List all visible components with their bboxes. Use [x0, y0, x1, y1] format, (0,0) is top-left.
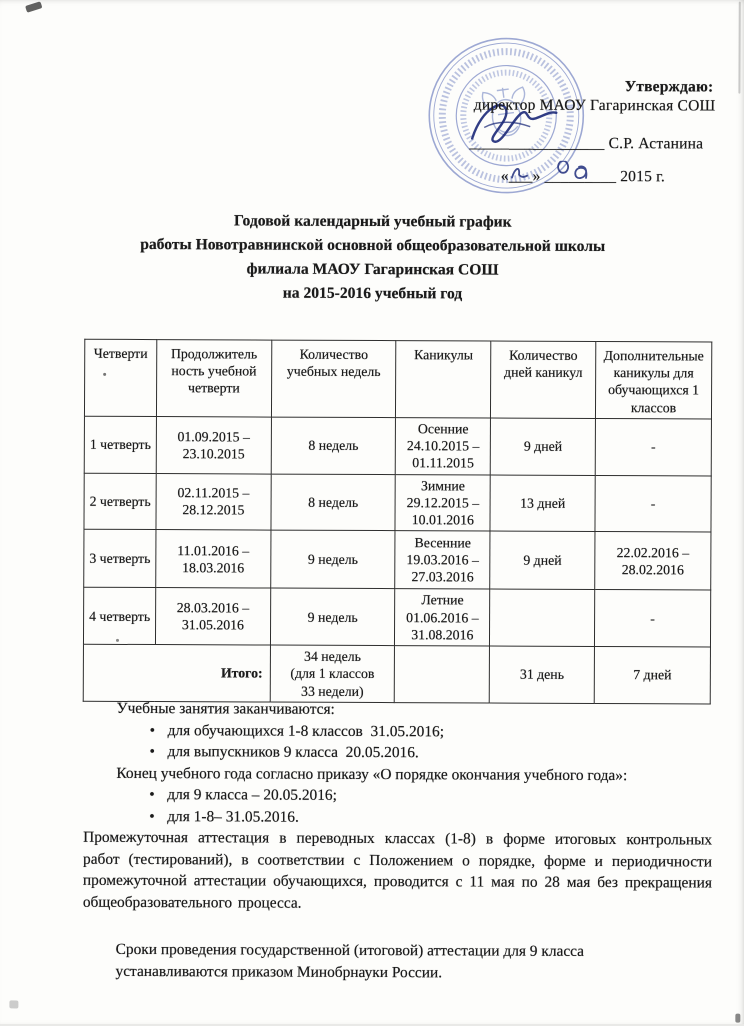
table-row-quarter-2: [84, 473, 711, 532]
bullet-item: • для 1-8– 31.05.2016.: [83, 805, 712, 829]
header-weeks: Количество учебных недель: [271, 340, 396, 417]
table-cell: -: [595, 475, 711, 532]
title-line-2: работы Новотравнинской основной общеобразовательной школы: [140, 235, 606, 256]
total-label-cell: Итого:: [83, 644, 270, 702]
table-cell: 1 четверть: [84, 416, 156, 473]
header-quarter: Четверти: [84, 339, 156, 416]
table-cell: Осенние 24.10.2015 – 01.11.2015: [396, 418, 491, 475]
date-line: «___» _________ 2015 г.: [500, 167, 666, 186]
bullet-item: • для обучающихся 1-8 классов 31.05.2016;: [84, 719, 713, 743]
table-cell: Зимние 29.12.2015 – 10.01.2016: [395, 474, 490, 531]
table-cell: Летние 01.06.2016 – 31.08.2016: [395, 589, 490, 646]
title-line-3: филиала МАОУ Гагаринская СОШ: [246, 260, 499, 279]
table-cell: 8 недель: [271, 417, 396, 474]
year-end-line: Конец учебного года согласно приказу «О порядке окончания учебного года»:: [116, 764, 628, 784]
table-cell: 8 недель: [271, 474, 396, 531]
table-header-row: [84, 339, 711, 419]
state-assessment-paragraph: Сроки проведения государственной (итоговой) аттестации для 9 класса устанавливаются приказом Минобрнауки России.: [115, 940, 585, 981]
approve-label: Утверждаю:: [624, 78, 714, 96]
table-row-quarter-1: [84, 416, 711, 475]
table-row-quarter-4: [83, 588, 710, 647]
table-cell: 9 дней: [490, 531, 595, 589]
schedule-table: [83, 339, 713, 704]
table-cell: 13 дней: [490, 475, 595, 532]
body-text: [83, 698, 713, 985]
total-vacation-cell: [395, 646, 490, 703]
table-cell: -: [595, 418, 711, 475]
lessons-end-line: Учебные занятия заканчиваются:: [116, 699, 335, 718]
director-line: директор МАОУ Гагаринская СОШ: [473, 96, 716, 115]
table-cell: 02.11.2015 – 28.12.2015: [156, 473, 271, 530]
table-cell: 9 недель: [270, 588, 395, 645]
header-duration: Продолжитель ность учебной четверти: [156, 340, 271, 417]
scan-artifact: [25, 1, 42, 13]
total-weeks-cell: 34 недель (для 1 классов 33 недели): [270, 645, 395, 702]
total-days-cell: 31 день: [489, 646, 594, 703]
table-cell: [490, 589, 595, 646]
document-title: [0, 208, 744, 307]
table-total-row: [83, 644, 710, 703]
title-line-4: на 2015-2016 учебный год: [282, 284, 463, 303]
table-cell: -: [594, 590, 710, 647]
bullet-item: • для 9 класса – 20.05.2016;: [83, 784, 712, 808]
table-cell: 28.03.2016 – 31.05.2016: [155, 588, 270, 645]
scan-artifact: [735, 1014, 740, 1023]
table-cell: 9 дней: [490, 418, 595, 475]
interim-assessment-paragraph: Промежуточная аттестация в переводных классах (1-8) в форме итоговых контрольных работ (тестирований), в соответствии с Положением о порядке, форме и периодичности промежуточной аттестации обучающихся, проводится с 11 мая по 28 мая без прекращения общеобразовательного процесса.: [82, 828, 713, 912]
scan-artifact: [9, 1000, 18, 1008]
header-vacation-days: Количество дней каникул: [491, 341, 596, 418]
table-cell: Весенние 19.03.2016 – 27.03.2016: [395, 531, 490, 589]
approval-block: [447, 76, 715, 186]
header-vacation: Каникулы: [396, 341, 491, 418]
table-cell: 22.02.2016 – 28.02.2016: [595, 532, 711, 591]
table-cell: 9 недель: [270, 530, 395, 589]
table-cell: 01.09.2015 – 23.10.2015: [156, 416, 271, 473]
table-cell: 11.01.2016 – 18.03.2016: [156, 530, 271, 589]
header-extra-vacation: Дополнительные каникулы для обучающихся 1 классов: [595, 341, 711, 418]
scan-artifact: [738, 2, 740, 94]
table-row-quarter-3: [84, 530, 711, 591]
signature-line: _________________ С.Р. Астанина: [469, 134, 704, 153]
table-cell: 2 четверть: [84, 473, 156, 530]
title-line-1: Годовой календарный учебный график: [233, 212, 512, 231]
table-cell: 3 четверть: [84, 530, 156, 588]
bullet-item: • для выпускников 9 класса 20.05.2016.: [83, 741, 712, 765]
table-cell: 4 четверть: [83, 588, 155, 645]
total-extra-cell: 7 дней: [594, 647, 710, 704]
